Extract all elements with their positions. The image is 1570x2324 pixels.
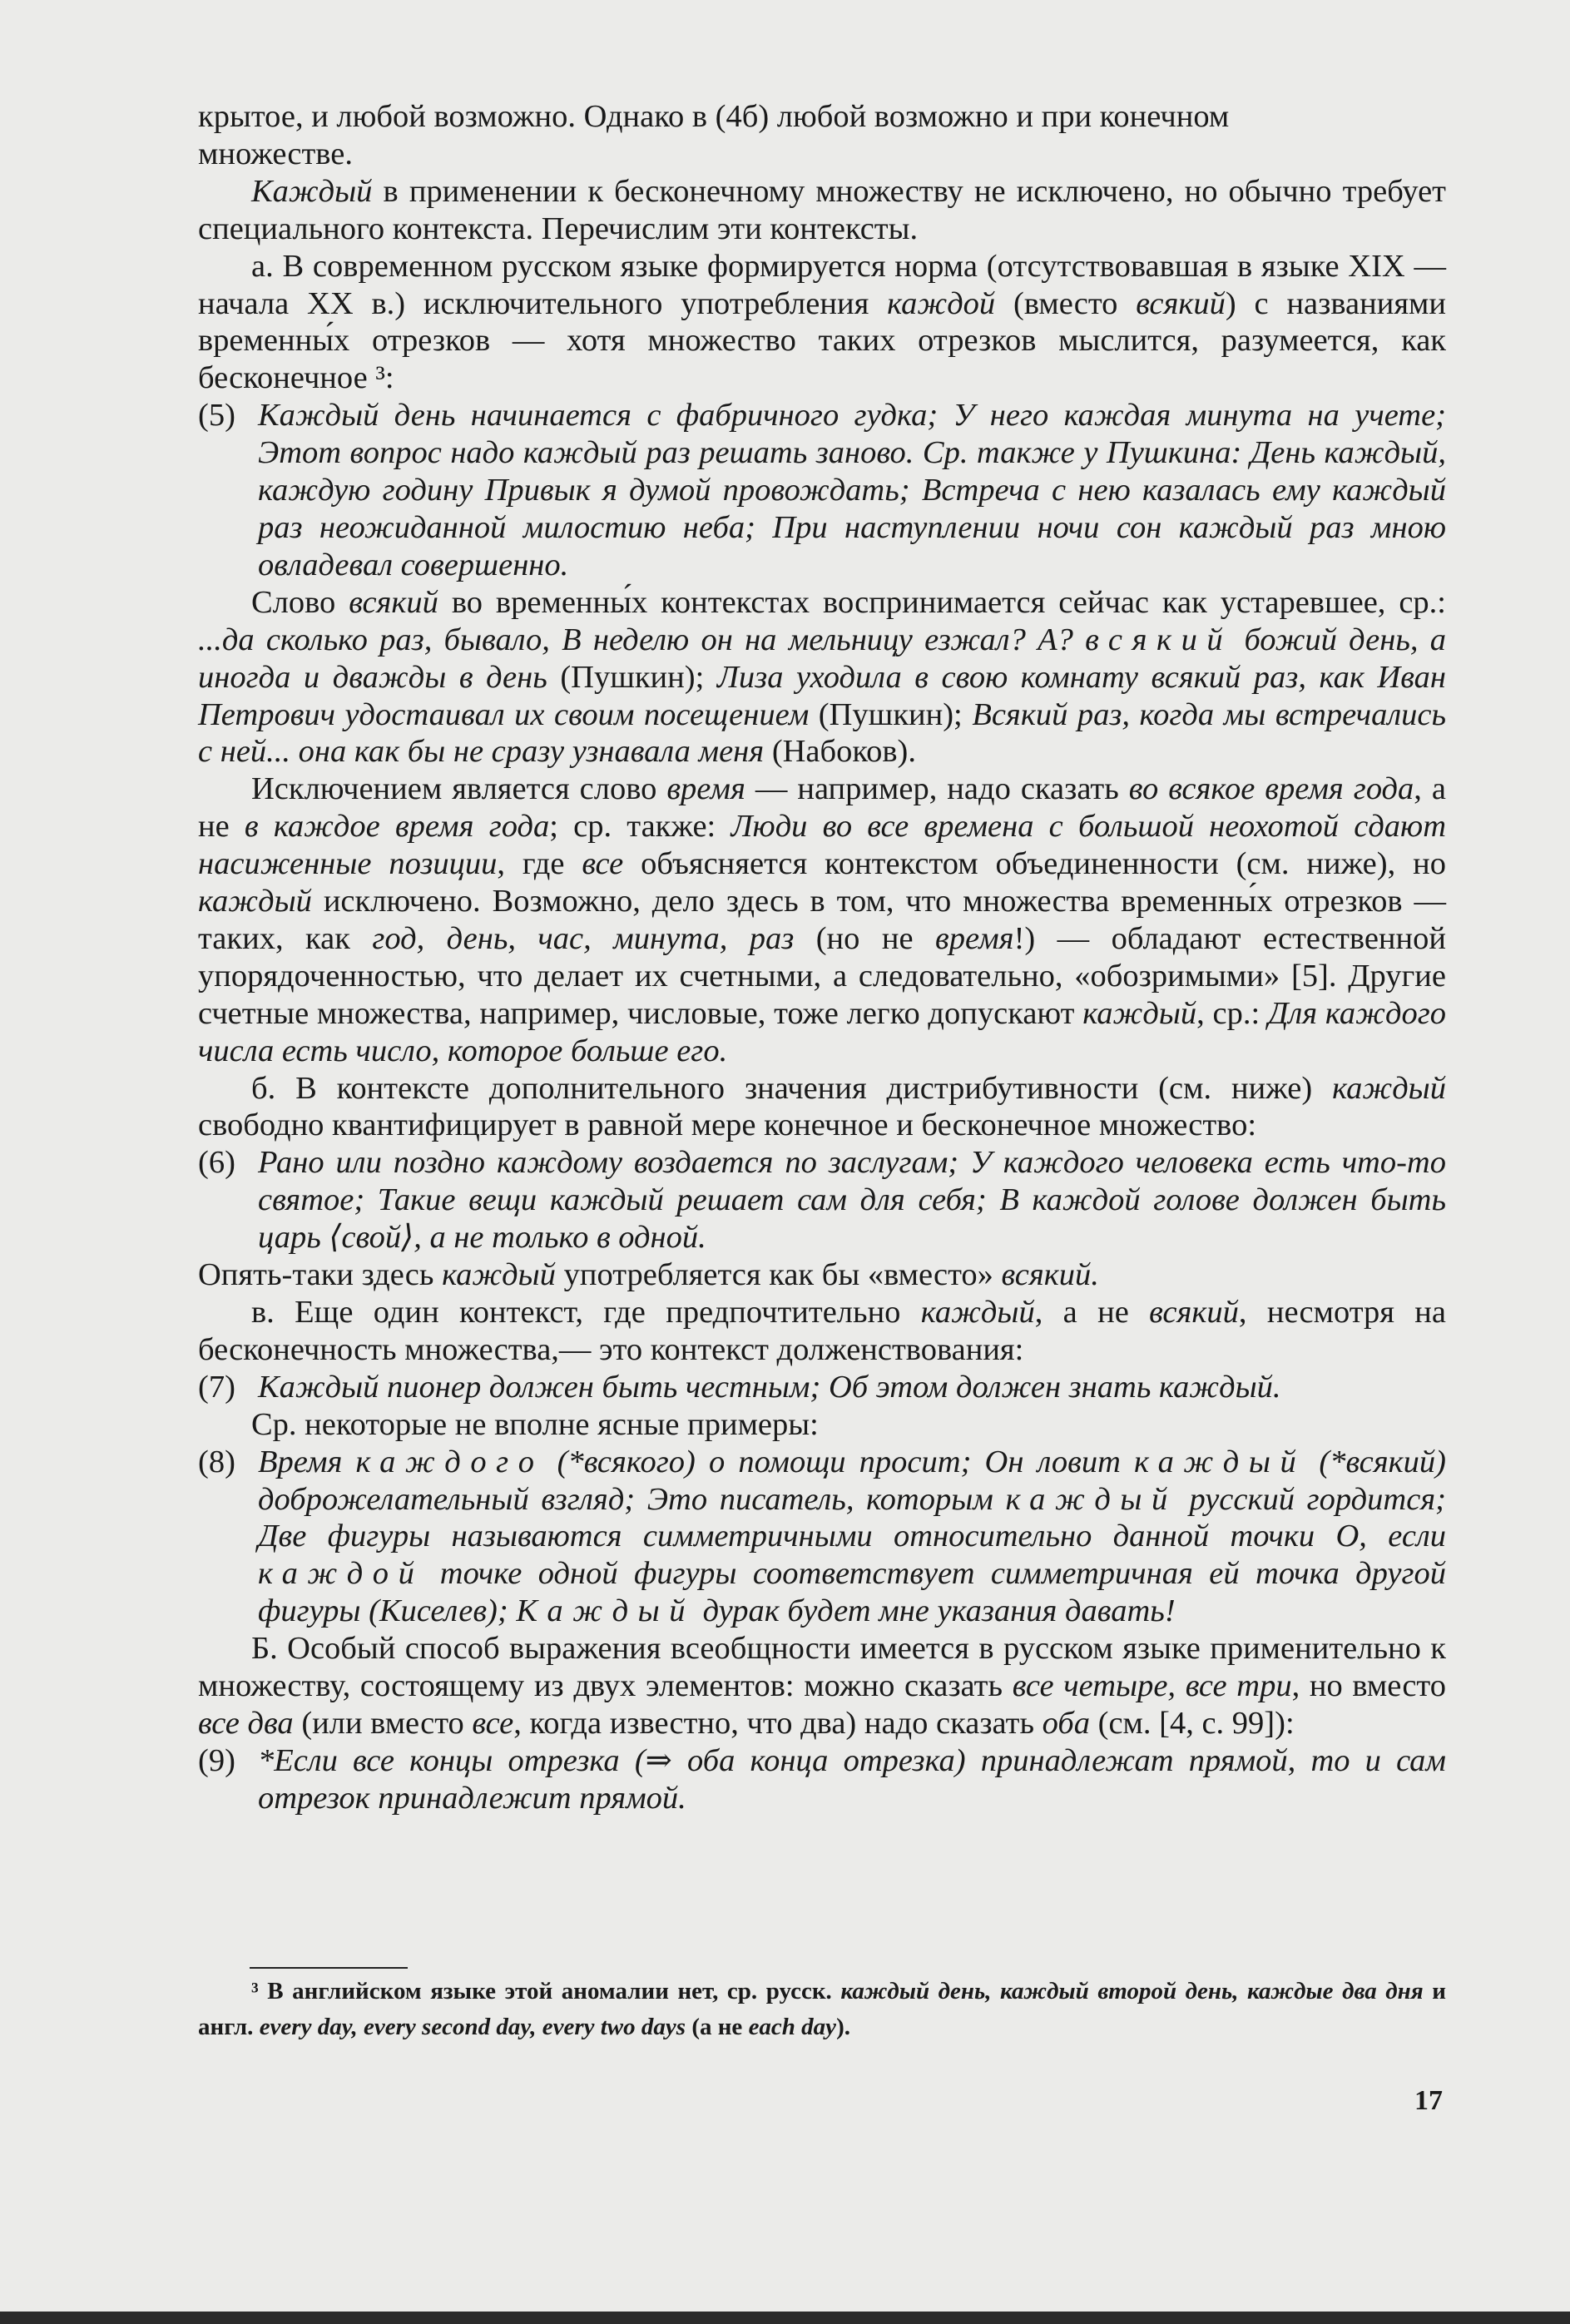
text-run: Исключением является слово [251,771,667,807]
text-run: Для каждого числа есть число, которое больше его. [198,995,1446,1068]
text-run: всякий [349,584,438,620]
text-run: свободно квантифицирует в равной мере конечное и бесконечное множество: [198,1107,1257,1143]
text-run: each day [748,2014,837,2040]
text-run: каждый [1332,1070,1446,1106]
example-number: (9) [198,1742,235,1778]
text-run: !) — обладают естественной упорядоченностью, что делает их счетными, а следовательно, «обозримыми» [5]. Другие счетные множества, например, числовые, тоже легко допускают [198,920,1446,1031]
text-run: каждый [1005,1481,1177,1517]
text-run: , где [497,846,582,882]
line-1: крытое, и любой возможно. Однако в (4б) любой возможно и при конечном [198,99,1230,134]
text-run: Каждый [251,173,373,209]
text-run: (или вместо [293,1705,473,1741]
example-8 [198,1444,1446,1631]
text-run: оба [1042,1705,1090,1741]
text-run: исключено. Возможно, дело здесь в том, что множества временны́х отрезков — таких, как [198,884,1446,956]
text-run: все четыре, все три [1012,1668,1292,1704]
text-run: точке одной фигуры соответствует симметричная ей точка другой фигуры [258,1556,1446,1629]
text-run: во всякое время года [1128,771,1414,807]
example-text [258,398,1446,582]
example-number: (8) [198,1444,235,1479]
text-run: Рано или поздно каждому воздается по заслугам; У каждого человека есть что-то святое; Такие вещи каждый решает сам для себя; В каждой голове должен быть царь ⟨свой⟩, а не только в одной. [258,1145,1446,1256]
text-run: , ср.: [1196,995,1268,1031]
example-text [258,1444,1446,1629]
text-run: Каждый [516,1593,696,1629]
text-run: Б. Особый способ выражения всеобщности имеется в русском языке применительно к множеству, состоящему из двух элементов: можно сказать [198,1631,1446,1704]
paragraph-context-b [198,1070,1446,1145]
text-run: каждый [198,884,312,919]
example-text [258,1145,1446,1255]
text-run: ; ср. также: [549,809,731,845]
scan-bottom-edge [0,2312,1570,2324]
text-run: время [666,771,745,807]
text-run: божий день, а иногда и дважды в день [198,622,1446,695]
text-run: употребляется как бы «вместо» [555,1257,1002,1293]
text-run: , несмотря на бесконечность множества,— это контекст долженствования: [198,1295,1446,1367]
text-run: все [472,1705,514,1741]
text-run: (*всякого) о помощи просит; Он ловит [543,1444,1135,1479]
text-run: , а не [1034,1295,1150,1330]
text-run: б. В контексте дополнительного значения дистрибутивности (см. ниже) [251,1070,1333,1106]
text-run: Опять-таки здесь [198,1257,443,1293]
page-body [198,98,1446,1817]
text-run: (*всякий) доброжелательный взгляд; Это писатель, которым [258,1444,1446,1517]
text-run: (но не [794,920,935,956]
text-run: — например, надо сказать [745,771,1129,807]
text-run: ) с названиями временны́х отрезков — хотя множество таких отрезков мыслится, разумеется, как бесконечное ³: [198,285,1446,396]
text-run: (Пушкин); [547,659,717,695]
text-run: ! [1164,1593,1176,1629]
text-run: в. Еще один контекст, где предпочтительно [251,1295,921,1330]
text-run: а. В современном русском языке формируется норма (отсутствовавшая в языке XIX — начала XX в.) исключительного употребления [198,248,1446,321]
text-run: День каждый, каждую годину Привык я думой провождать; Встреча с нею казалась ему каждый раз неожиданной милостию неба; При наступлении ночи сон каждый раз мною овладевал совершенно. [258,435,1447,582]
paragraph-exception-vremya [198,771,1446,1069]
text-run: время [935,920,1014,956]
text-run: всякий [1136,285,1226,321]
example-number: (7) [198,1369,235,1405]
text-run: ). [836,2014,850,2040]
text-run: год, день, час, минута, раз [372,920,795,956]
paragraph-context-a [198,248,1446,398]
text-run: каждой [887,285,996,321]
example-7 [198,1369,1446,1406]
text-run: всякий [1149,1295,1239,1330]
text-run: , но вместо [1291,1668,1446,1704]
text-run: (а не [686,2014,749,2040]
text-run: , а не [198,771,1446,845]
text-run: Каждый пионер должен быть честным; Об этом должен знать каждый. [258,1369,1281,1405]
text-run: объясняется контекстом объединенности (см. ниже), но [623,846,1446,882]
footnote-divider [250,1967,408,1969]
text-run: every day, every second day, every two days [259,2014,686,2040]
text-run: каждый [442,1257,556,1293]
text-run: каждый день, каждый второй день, каждые два дня [840,1978,1424,2004]
text-run: Слово [251,584,349,620]
text-run: каждой [258,1556,424,1592]
example-text [258,1370,1281,1405]
text-run: все два [198,1705,294,1741]
text-run: (см. [4, с. 99]): [1090,1705,1295,1741]
text-run: каждого [355,1444,544,1479]
text-run: и англ. [198,1978,1446,2040]
text-run: всякий [1085,622,1233,657]
example-9 [198,1742,1446,1817]
example-text [258,1743,1446,1816]
text-run: Ср. также у Пушкина: [914,435,1251,471]
text-run: , когда известно, что два) надо сказать [513,1705,1043,1741]
paragraph-again [198,1256,1446,1294]
page-number: 17 [1414,2085,1443,2116]
paragraph-unclear: Ср. некоторые не вполне ясные примеры: [251,1406,819,1442]
paragraph-continuation [198,98,1446,173]
text-run: каждый [1134,1444,1306,1479]
text-run: во временны́х контекстах воспринимается сейчас как устаревшее, ср.: [438,584,1447,620]
text-run: каждый [1082,995,1197,1031]
text-run: (вместо [995,285,1137,321]
footnote-3 [198,1974,1446,2045]
paragraph-oba [198,1630,1446,1742]
text-run: (Набоков). [764,734,916,770]
text-run: ³ В английском языке этой аномалии нет, ср. русск. [251,1978,841,2004]
text-run: Всякий раз, когда мы встречались с ней... она как бы не сразу узнавала меня [198,696,1447,770]
paragraph-vsyaky-archaic [198,584,1446,771]
text-run: Время [258,1444,356,1479]
example-5 [198,397,1446,584]
paragraph-context-v [198,1294,1446,1369]
text-run: Лиза уходила в свою комнату всякий раз, как Иван Петрович удостаивал их своим посещением [198,659,1447,732]
text-run: (Киселев); [360,1593,517,1629]
text-run: Люди во все времена с большой неохотой сдают насиженные позиции [198,809,1446,882]
text-run: все [582,846,624,882]
text-run: ...да сколько раз, бывало, В неделю он на мельницу езжал? А? [198,622,1086,657]
text-run: *Если все концы отрезка (⇒ оба конца отрезка) принадлежат прямой, то и сам отрезок принадлежит прямой. [258,1742,1446,1816]
text-run: (Пушкин); [809,696,973,732]
text-run: в применении к бесконечному множеству не исключено, но обычно требует специального контекста. Перечислим эти контексты. [198,173,1446,246]
text-run: русский гордится; Две фигуры называются симметричными относительно данной точки O, если [258,1481,1447,1554]
line-2: множестве. [198,136,353,171]
example-6 [198,1144,1446,1256]
text-run: Каждый день начинается с фабричного гудка; У него каждая минута на учете; Этот вопрос надо каждый раз решать заново. [258,398,1446,471]
text-run: дурак будет мне указания давать [695,1593,1165,1629]
example-number: (5) [198,398,235,434]
paragraph-kazhdy-infinite [198,173,1446,248]
text-run: каждый [920,1295,1035,1330]
text-run: всякий. [1001,1257,1099,1293]
text-run: в каждое время года [244,809,550,845]
example-number: (6) [198,1145,235,1181]
